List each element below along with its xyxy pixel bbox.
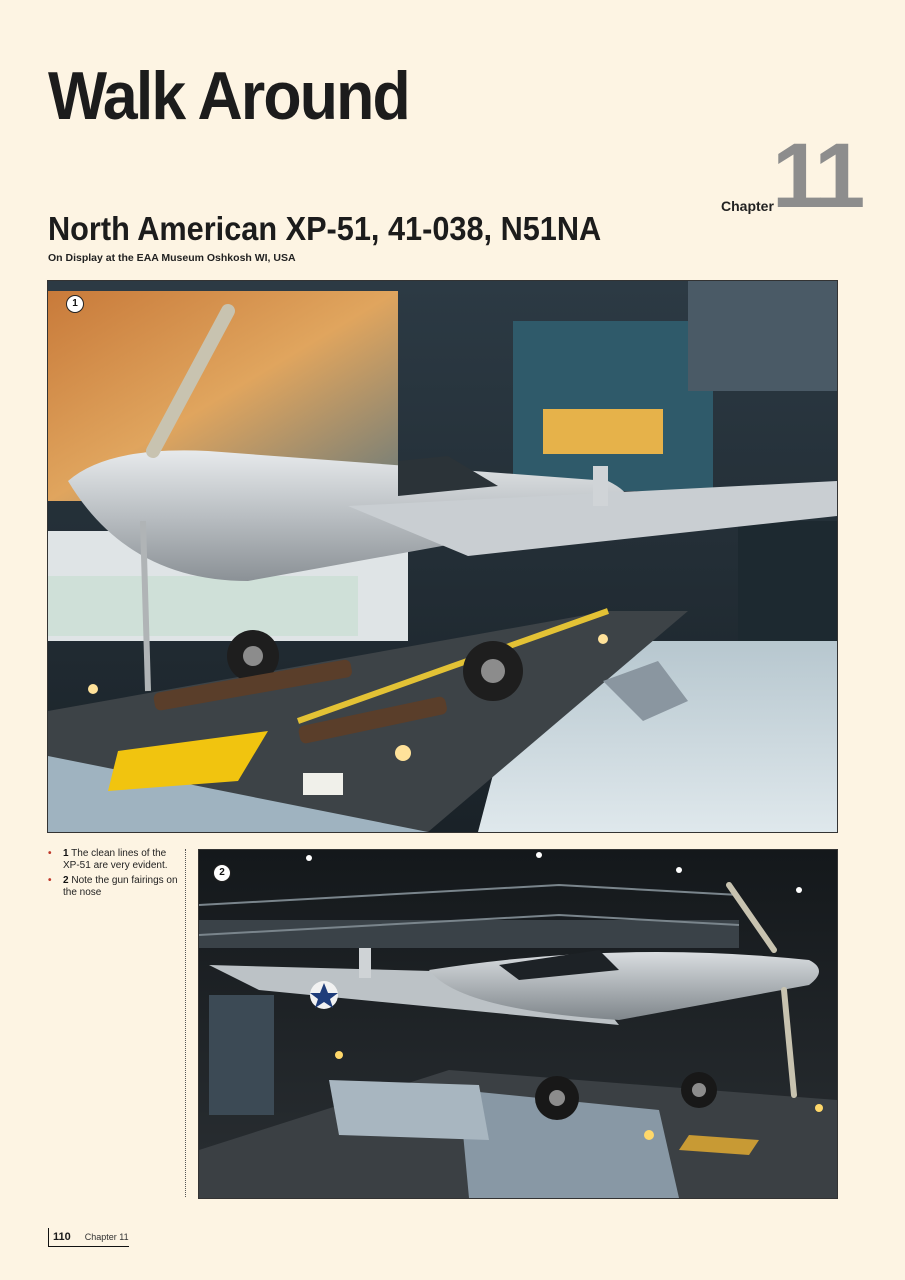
caption-2-bullet: • bbox=[48, 875, 52, 886]
photo-1-number-badge: 1 bbox=[66, 295, 84, 313]
caption-2-number: 2 bbox=[63, 875, 69, 886]
article-subtitle: North American XP-51, 41-038, N51NA bbox=[48, 210, 602, 247]
chapter-number: 11 bbox=[772, 125, 862, 227]
photo-2 bbox=[198, 849, 838, 1199]
caption-1-bullet: • bbox=[48, 848, 52, 859]
display-location: On Display at the EAA Museum Oshkosh WI, USA bbox=[48, 252, 296, 264]
caption-1 bbox=[48, 848, 178, 871]
photo-2-image bbox=[199, 850, 837, 1198]
footer-chapter: Chapter 11 bbox=[84, 1232, 129, 1242]
photo-2-number-badge: 2 bbox=[213, 864, 231, 882]
caption-1-text: The clean lines of the XP-51 are very evident. bbox=[63, 848, 168, 871]
photo-1-image bbox=[48, 281, 837, 832]
photo-captions bbox=[48, 848, 178, 902]
page-footer bbox=[48, 1228, 129, 1247]
page-number: 110 bbox=[53, 1231, 71, 1243]
caption-2 bbox=[48, 875, 178, 898]
page-title: Walk Around bbox=[48, 58, 409, 134]
caption-1-number: 1 bbox=[63, 848, 69, 859]
chapter-label: Chapter bbox=[721, 198, 774, 214]
caption-divider bbox=[185, 849, 186, 1197]
caption-2-text: Note the gun fairings on the nose bbox=[63, 875, 178, 898]
photo-1 bbox=[47, 280, 838, 833]
